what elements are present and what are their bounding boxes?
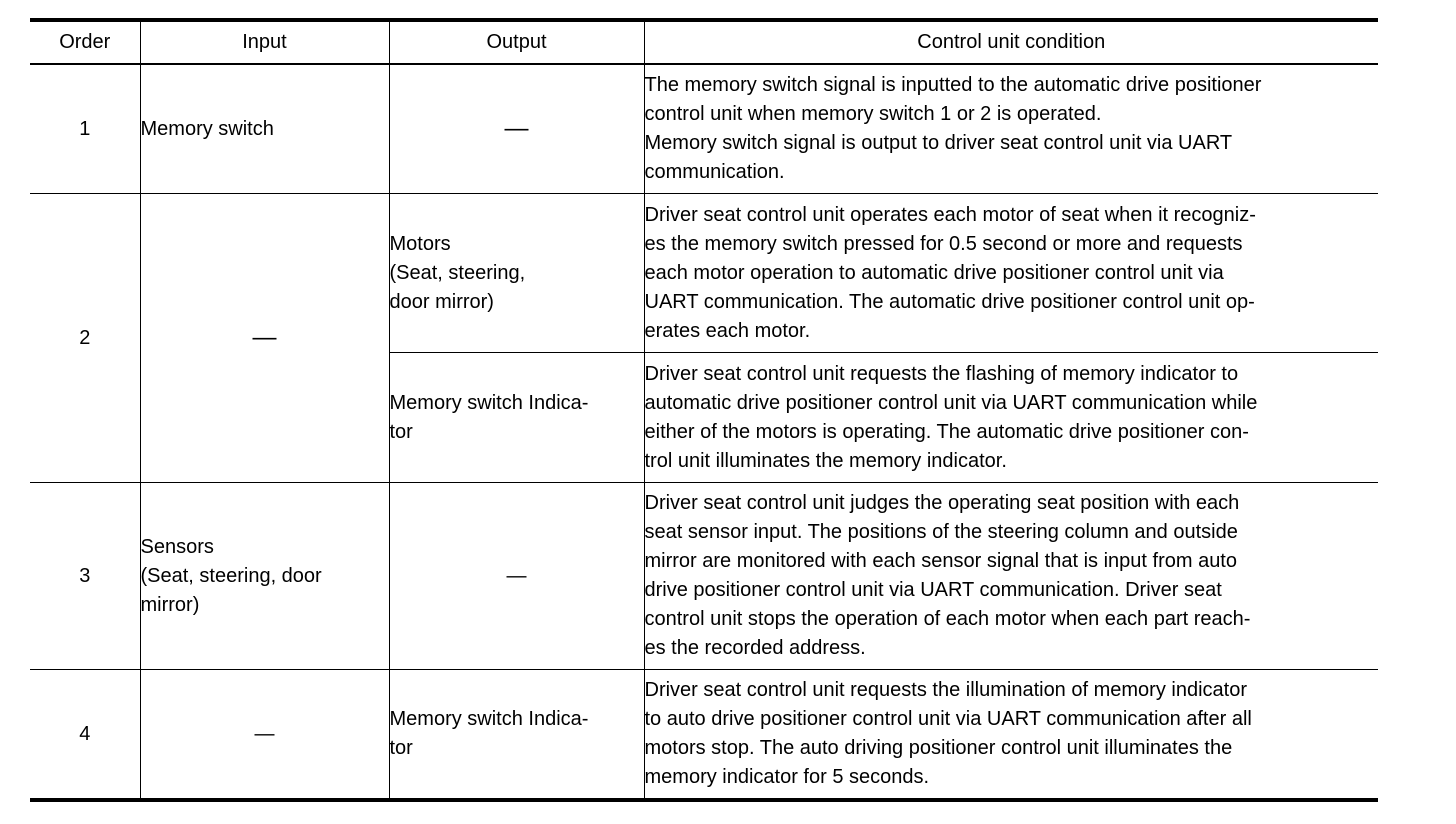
condition-line: Driver seat control unit judges the operating seat position with each	[644, 492, 1240, 514]
input-line: (Seat, steering, door	[140, 564, 322, 587]
table-row	[30, 194, 1378, 353]
output-line: Motors	[389, 232, 451, 255]
input-line: mirror)	[140, 593, 200, 616]
output-line: door mirror)	[389, 290, 494, 313]
condition-line: Driver seat control unit requests the flashing of memory indicator to	[644, 362, 1239, 385]
condition-line: trol unit illuminates the memory indicator.	[644, 449, 1007, 472]
condition-line: drive positioner control unit via UART communication. Driver seat	[644, 579, 1222, 601]
output-cell	[389, 64, 644, 194]
condition-line: automatic drive positioner control unit via UART communication while	[644, 391, 1258, 414]
condition-line: control unit stops the operation of each motor when each part reach-	[644, 608, 1251, 630]
condition-cell	[644, 194, 1378, 353]
order-cell: 1	[30, 64, 140, 194]
condition-cell	[644, 483, 1378, 670]
output-dash: —	[504, 114, 529, 142]
header-row	[30, 20, 1378, 64]
output-line: (Seat, steering,	[389, 261, 526, 284]
condition-line: Driver seat control unit requests the illumination of memory indicator	[644, 679, 1247, 701]
input-cell	[140, 64, 389, 194]
output-line: tor	[389, 420, 413, 443]
table-row	[30, 483, 1378, 670]
input-cell	[140, 194, 389, 483]
output-cell	[389, 483, 644, 670]
input-dash: —	[252, 323, 277, 351]
condition-line: es the memory switch pressed for 0.5 second or more and requests	[644, 232, 1243, 255]
condition-line: erates each motor.	[644, 319, 811, 342]
condition-line: UART communication. The automatic drive positioner control unit op-	[644, 290, 1255, 313]
header-output: Output	[389, 20, 644, 64]
table-row	[30, 64, 1378, 194]
condition-line: Memory switch signal is output to driver seat control unit via UART	[644, 132, 1233, 154]
condition-cell	[644, 64, 1378, 194]
output-cell	[389, 670, 644, 801]
order-cell: 4	[30, 670, 140, 801]
condition-line: each motor operation to automatic drive positioner control unit via	[644, 261, 1224, 284]
output-line: Memory switch Indica-	[389, 391, 589, 414]
condition-line: mirror are monitored with each sensor signal that is input from auto	[644, 550, 1237, 572]
condition-line: seat sensor input. The positions of the steering column and outside	[644, 521, 1238, 543]
output-dash: —	[506, 564, 527, 587]
condition-cell	[644, 670, 1378, 801]
condition-line: The memory switch signal is inputted to the automatic drive positioner	[644, 74, 1262, 96]
condition-line: communication.	[644, 161, 785, 183]
condition-line: to auto drive positioner control unit via UART communication after all	[644, 708, 1252, 730]
input-dash: —	[254, 722, 275, 745]
condition-line: es the recorded address.	[644, 637, 866, 659]
condition-line: Driver seat control unit operates each motor of seat when it recogniz-	[644, 203, 1256, 226]
output-line: tor	[389, 737, 413, 759]
condition-line: memory indicator for 5 seconds.	[644, 766, 930, 788]
input-line: Memory switch	[140, 117, 274, 140]
header-input: Input	[140, 20, 389, 64]
input-line: Sensors	[140, 535, 214, 558]
input-cell	[140, 670, 389, 801]
control-sequence-table	[30, 18, 1378, 802]
condition-cell	[644, 353, 1378, 483]
output-cell	[389, 353, 644, 483]
condition-line: motors stop. The auto driving positioner control unit illuminates the	[644, 737, 1233, 759]
condition-line: control unit when memory switch 1 or 2 is operated.	[644, 103, 1102, 125]
output-line: Memory switch Indica-	[389, 708, 589, 730]
table-row	[30, 670, 1378, 801]
order-cell: 2	[30, 194, 140, 483]
header-order: Order	[30, 20, 140, 64]
order-cell: 3	[30, 483, 140, 670]
output-cell	[389, 194, 644, 353]
input-cell	[140, 483, 389, 670]
condition-line: either of the motors is operating. The automatic drive positioner con-	[644, 420, 1249, 443]
header-condition: Control unit condition	[644, 20, 1378, 64]
